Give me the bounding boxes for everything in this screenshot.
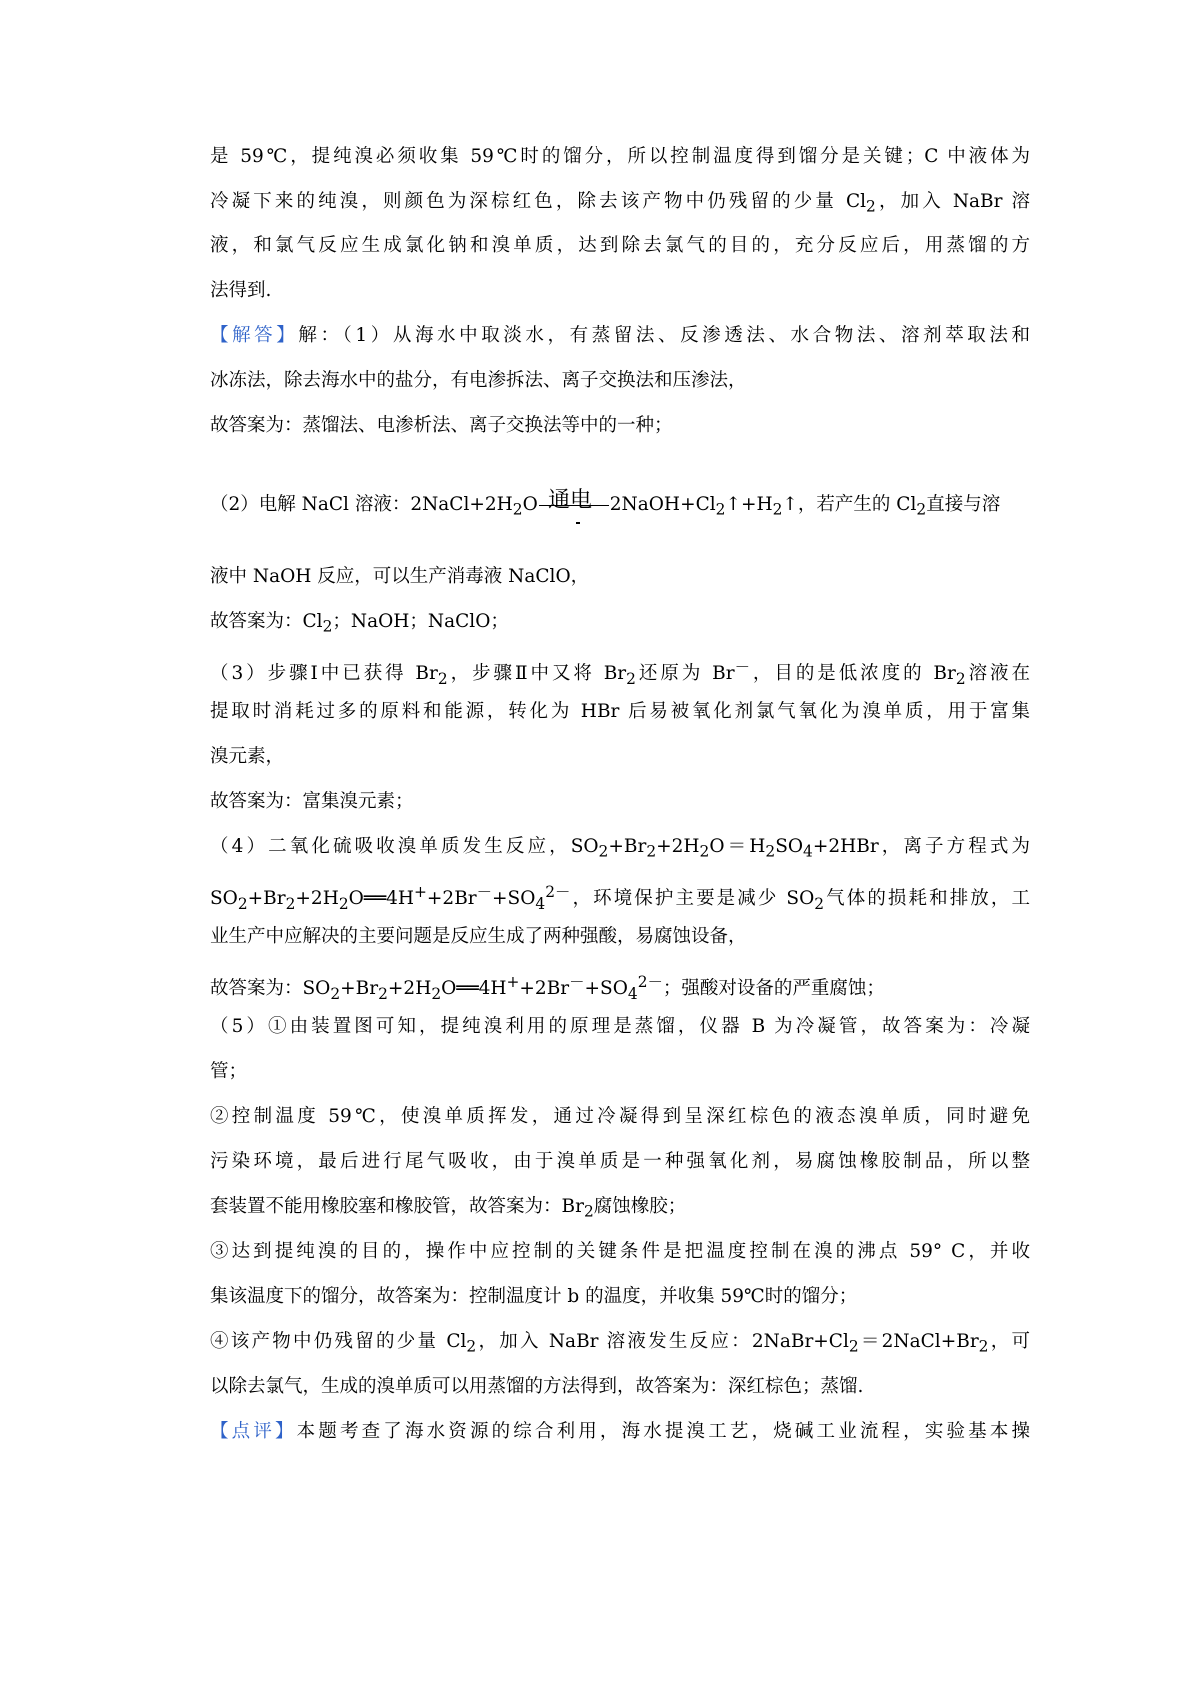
analysis-line-4: 法得到. xyxy=(210,280,272,301)
part5-line-6: ③达到提纯溴的目的，操作中应控制的关键条件是把温度控制在溴的沸点 59° C，并收 xyxy=(210,1241,1030,1262)
part3-line-2: 提取时消耗过多的原料和能源，转化为 HBr 后易被氧化剂氯气氧化为溴单质，用于富集 xyxy=(210,701,1030,722)
part3-line-1: （3）步骤Ⅰ中已获得 $Br_2$，步骤Ⅱ中又将 $Br_2$还原为 Br－，目的是低浓度的 $Br_2$溶液在 xyxy=(210,658,1030,688)
part5-line-3: ②控制温度 59℃，使溴单质挥发，通过冷凝得到呈深红棕色的液态溴单质，同时避免 xyxy=(210,1106,1030,1127)
part5-line-4: 污染环境，最后进行尾气吸收，由于溴单质是一种强氧化剂，易腐蚀橡胶制品，所以整 xyxy=(210,1151,1030,1172)
part2-line-2: 液中 NaOH 反应，可以生产消毒液 NaClO， xyxy=(210,566,590,587)
part3-line-3: 溴元素， xyxy=(210,746,285,767)
part5-line-7: 集该温度下的馏分，故答案为：控制温度计 b 的温度，并收集 59℃时的馏分； xyxy=(210,1286,858,1307)
answer-line-2: 冰冻法，除去海水中的盐分，有电渗拆法、离子交换法和压渗法， xyxy=(210,370,747,391)
part4-line-2: $SO_2+Br_2+2H_2O══4H^++2Br^-+SO_4^{2-}$，环境保护主要是减少 $SO_2$气体的损耗和排放，工 xyxy=(210,883,1030,913)
answer-line-1: 【解答】解：（1）从海水中取淡水，有蒸留法、反渗透法、水合物法、溶剂萃取法和 xyxy=(210,325,1030,346)
part3-line-4: 故答案为：富集溴元素； xyxy=(210,791,414,812)
analysis-line-1: 是 59℃，提纯溴必须收集 59℃时的馏分，所以控制温度得到馏分是关键；C 中液体为 xyxy=(210,146,1030,167)
part5-line-1: （5）①由装置图可知，提纯溴利用的原理是蒸馏，仪器 B 为冷凝管，故答案为：冷凝 xyxy=(210,1016,1030,1037)
analysis-line-2: 冷凝下来的纯溴，则颜色为深棕红色，除去该产物中仍残留的少量 $Cl_2$，加入 NaBr 溶 xyxy=(210,191,1030,216)
comment-tag: 【点评】 xyxy=(210,1421,297,1442)
answer-tag: 【解答】 xyxy=(210,325,299,346)
part4-line-4: 故答案为：$SO_2+Br_2+2H_2O══4H^++2Br^-+SO_4^{2-}$；强酸对设备的严重腐蚀； xyxy=(210,973,885,1003)
part2-line-3: 故答案为：$Cl_2$；NaOH；NaClO； xyxy=(210,611,509,636)
comment-line: 【点评】本题考查了海水资源的综合利用，海水提溴工艺，烧碱工业流程，实验基本操 xyxy=(210,1421,1030,1442)
part5-line-2: 管； xyxy=(210,1061,248,1082)
condition-mark xyxy=(576,522,580,524)
part5-line-9: 以除去氯气，生成的溴单质可以用蒸馏的方法得到，故答案为：深红棕色；蒸馏. xyxy=(210,1376,864,1397)
analysis-line-3: 液，和氯气反应生成氯化钠和溴单质，达到除去氯气的目的，充分反应后，用蒸馏的方 xyxy=(210,235,1030,256)
part5-line-5: 套装置不能用橡胶塞和橡胶管，故答案为：$Br_2$腐蚀橡胶； xyxy=(210,1196,687,1221)
electrolysis-condition: 通电 xyxy=(548,488,593,513)
part2-line-1: （2）电解 NaCl 溶液：$2NaCl+2H_2O$ $2NaOH+Cl_2↑+H_2↑$，若产生的 $Cl_2$直接与溶 xyxy=(210,494,1001,519)
answer-line-3: 故答案为：蒸馏法、电渗析法、离子交换法等中的一种； xyxy=(210,415,673,436)
part4-line-3: 业生产中应解决的主要问题是反应生成了两种强酸，易腐蚀设备， xyxy=(210,926,747,947)
part5-line-8: ④该产物中仍残留的少量 $Cl_2$，加入 NaBr 溶液发生反应：$2NaBr+Cl_2=2NaCl+Br_2$，可 xyxy=(210,1331,1030,1356)
reaction-arrow-line xyxy=(539,505,609,506)
part4-line-1: （4）二氧化硫吸收溴单质发生反应，$SO_2+Br_2+2H_2O=H_2SO_4+2HBr$，离子方程式为 xyxy=(210,836,1030,861)
